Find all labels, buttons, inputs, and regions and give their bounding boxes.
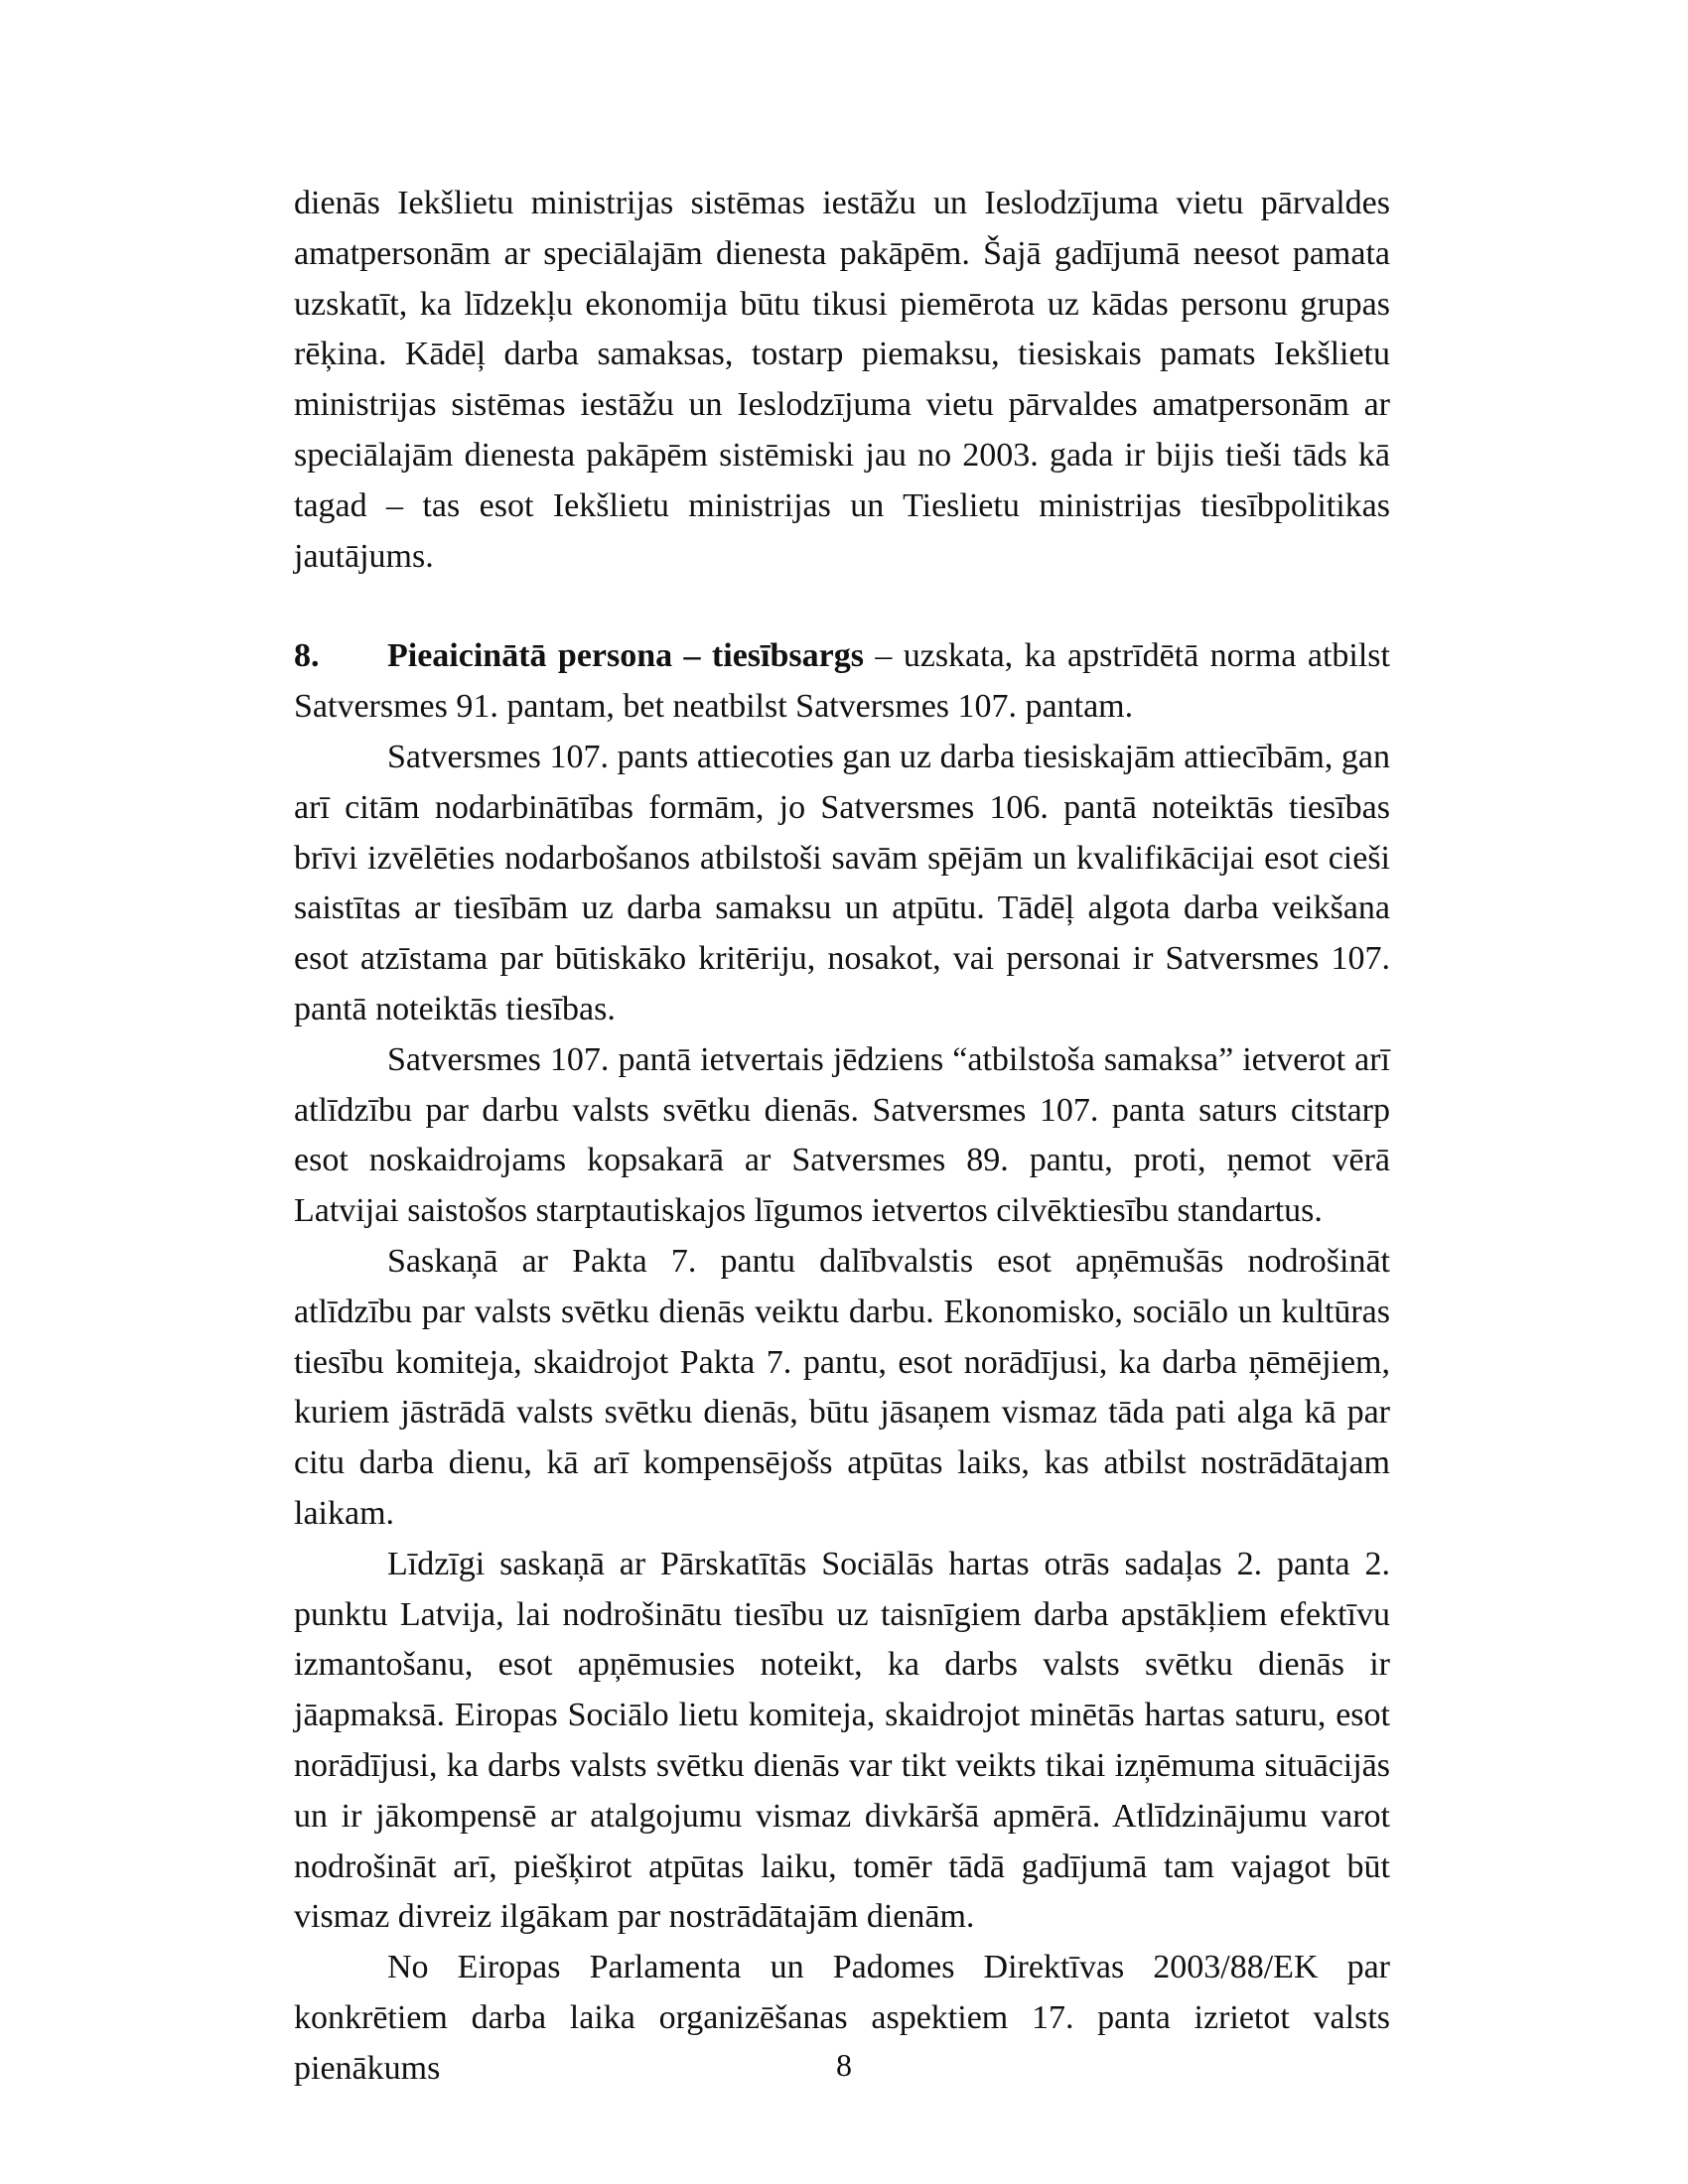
paragraph: Satversmes 107. pantā ietvertais jēdziens “atbilstoša samaksa” ietverot arī atlīdzību par darbu valsts svētku dienās. Satversmes 107. panta saturs citstarp esot noskaidrojams kopsakarā ar Satversmes 89. pantu, proti, ņemot vērā Latvijai saistošos starptautiskajos līgumos ietvertos cilvēktiesību standartus. — [294, 1040, 1390, 1230]
paragraph: Līdzīgi saskaņā ar Pārskatītās Sociālās hartas otrās sadaļas 2. panta 2. punktu Latvija, lai nodrošinātu tiesību uz taisnīgiem darba apstākļiem efektīvu izmantošanu, esot apņēmusies noteikt, ka darbs valsts svētku dienās ir jāapmaksā. Eiropas Sociālo lietu komiteja, skaidrojot minētās hartas saturu, esot norādījusi, ka darbs valsts svētku dienās var tikt veikts tikai izņēmuma situācijās un ir jākompensē ar atalgojumu vismaz divkāršā apmērā. Atlīdzinājumu varot nodrošināt arī, piešķirot atpūtas laiku, tomēr tādā gadījumā tam vajagot būt vismaz divreiz ilgākam par nostrādātajām dienām. — [294, 1545, 1390, 1936]
section-number: 8. — [294, 637, 320, 675]
paragraph: Satversmes 107. pants attiecoties gan uz darba tiesiskajām attiecībām, gan arī citām nodarbinātības formām, jo Satversmes 106. pantā noteiktās tiesības brīvi izvēlēties nodarbošanos atbilstoši savām spējām un kvalifikācijai esot cieši saistītas ar tiesībām uz darba samaksu un atpūtu. Tādēļ algota darba veikšana esot atzīstama par būtiskāko kritēriju, nosakot, vai personai ir Satversmes 107. pantā noteiktās tiesības. — [294, 738, 1390, 1027]
paragraph-continuation: dienās Iekšlietu ministrijas sistēmas iestāžu un Ieslodzījuma vietu pārvaldes amatpersonām ar speciālajām dienesta pakāpēm. Šajā gadījumā neesot pamata uzskatīt, ka līdzekļu ekonomija būtu tikusi piemērota uz kādas personu grupas rēķina. Kādēļ darba samaksas, tostarp piemaksu, tiesiskais pamats Iekšlietu ministrijas sistēmas iestāžu un Ieslodzījuma vietu pārvaldes amatpersonām ar speciālajām dienesta pakāpēm sistēmiski jau no 2003. gada ir bijis tieši tāds kā tagad – tas esot Iekšlietu ministrijas un Tieslietu ministrijas tiesībpolitikas jautājums. — [294, 185, 1390, 575]
section-lead-heading: Pieaicinātā persona – tiesībsargs — [387, 637, 864, 675]
body-text — [294, 179, 1390, 2094]
page-number: 8 — [836, 2047, 852, 2083]
paragraph-last: No Eiropas Parlamenta un Padomes Direktīvas 2003/88/EK par konkrētiem darba laika organizēšanas aspektiem 17. panta izrietot valsts pienākums — [294, 1949, 1390, 2087]
section-8-text: – uzskata, ka apstrīdētā norma atbilst Satversmes 91. pantam, bet neatbilst Satversmes 107. pantam. — [294, 637, 1390, 726]
paragraph: Saskaņā ar Pakta 7. pantu dalībvalstis esot apņēmušās nodrošināt atlīdzību par valsts svētku dienās veiktu darbu. Ekonomisko, sociālo un kultūras tiesību komiteja, skaidrojot Pakta 7. pantu, esot norādījusi, ka darba ņēmējiem, kuriem jāstrādā valsts svētku dienās, būtu jāsaņem vismaz tāda pati alga kā par citu darba dienu, kā arī kompensējošs atpūtas laiks, kas atbilst nostrādātajam laikam. — [294, 1242, 1390, 1532]
section-8-paragraph — [294, 631, 1390, 733]
